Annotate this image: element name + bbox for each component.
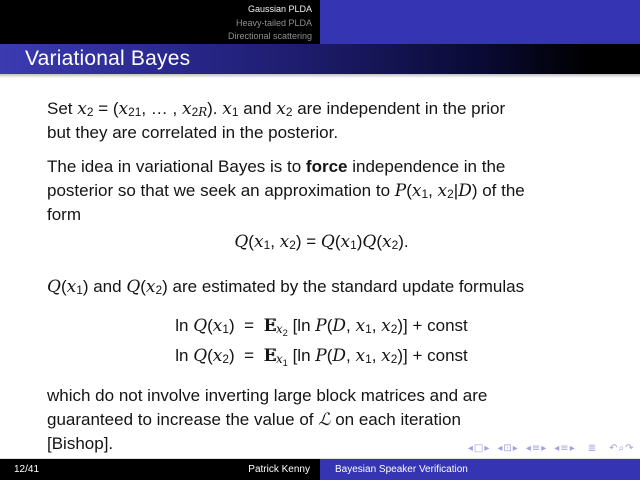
nav-subsection-icon[interactable]: ≡ [560, 443, 569, 454]
nav-prev-subsection-icon[interactable]: ◂ [554, 443, 560, 454]
page-number: 12/41 [14, 464, 40, 475]
nav-next-section-icon[interactable]: ▸ [541, 443, 547, 454]
nav-next-subsection-icon[interactable]: ▸ [569, 443, 575, 454]
paragraph-prior-posterior: Set x2 = (x21, … , x2R). x1 and x2 are independent in the prior but they are correlated in the posterior. [47, 99, 506, 142]
nav-prev-slide-icon[interactable]: ◂ [467, 443, 473, 454]
paragraph-update-intro: Q(x1) and Q(x2) are estimated by the standard update formulas [47, 277, 525, 298]
frame-title-shadow [0, 74, 640, 78]
frame-title: Variational Bayes [25, 47, 191, 70]
section-navigation [0, 0, 320, 44]
headline [0, 0, 640, 44]
nav-prev-frame-icon[interactable]: ◂ [497, 443, 503, 454]
footline [0, 458, 640, 480]
nav-next-slide-icon[interactable]: ▸ [484, 443, 490, 454]
nav-slide-icon[interactable]: □ [473, 443, 484, 454]
slide-body [0, 97, 640, 477]
equation-update-q1: ln Q(x1) = E $Ex_2$ [ln P(D, x1, x2)] + const [47, 311, 596, 341]
subsection-area [320, 0, 640, 44]
nav-appendix-icon[interactable]: ≣ [587, 443, 597, 454]
frame-title-bar [0, 44, 640, 74]
equation-factorization: Q(x1, x2) = Q(x1)Q(x2). [234, 232, 409, 253]
nav-prev-section-icon[interactable]: ◂ [525, 443, 531, 454]
nav-back-icon[interactable]: ↶ [609, 443, 618, 454]
nav-next-frame-icon[interactable]: ▸ [512, 443, 518, 454]
nav-find-icon[interactable]: ⌕ [618, 443, 625, 454]
header-section-gaussian-plda[interactable]: Gaussian PLDA [247, 4, 312, 14]
footer-author: Patrick Kenny [248, 464, 310, 475]
equation-update-q2: ln Q(x2) = E $Ex_1$ [ln P(D, x1, x2)] + const [47, 341, 596, 371]
header-section-directional-scattering[interactable]: Directional scattering [227, 31, 312, 41]
nav-forward-icon[interactable]: ↷ [625, 443, 634, 454]
equation-group-updates [47, 311, 596, 371]
paragraph-variational-idea: The idea in variational Bayes is to force independence in the posterior so that we seek an approximation to P(x1, x2|D) of the form [47, 157, 525, 224]
footer-deck-title: Bayesian Speaker Verification [335, 464, 468, 475]
nav-frame-icon[interactable]: ⊡ [503, 443, 512, 454]
footline-title-box [320, 459, 640, 480]
nav-section-icon[interactable]: ≡ [531, 443, 541, 454]
navigation-symbols [467, 444, 634, 454]
footline-author-box [0, 459, 320, 480]
header-section-heavy-tailed-plda[interactable]: Heavy-tailed PLDA [235, 17, 312, 28]
paragraph-conclusion: which do not involve inverting large block matrices and are guaranteed to increase the value of ℒ on each iteration [Bishop]. [47, 386, 488, 453]
